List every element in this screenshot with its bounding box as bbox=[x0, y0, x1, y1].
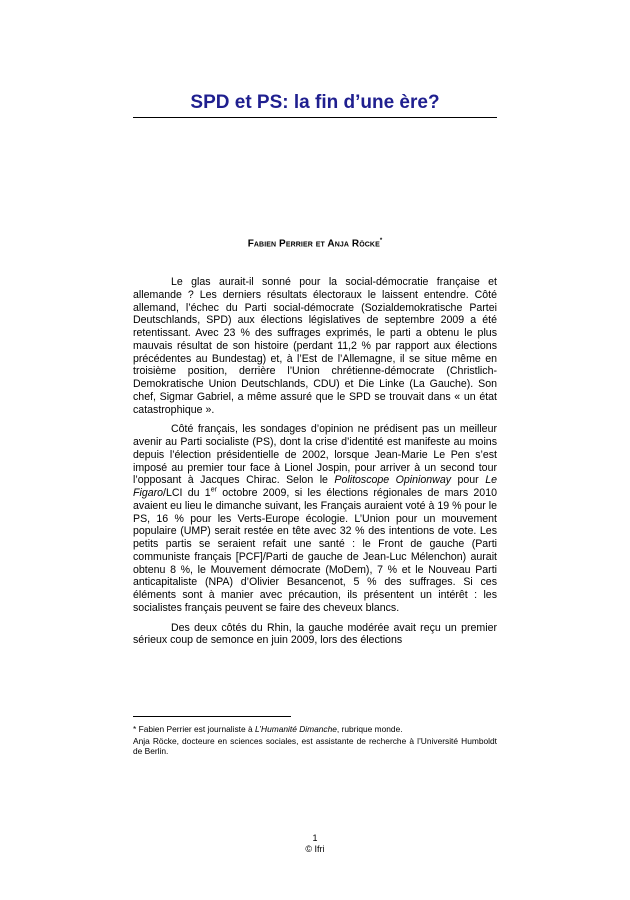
paragraph-2-italic-figaro: Le Figaro bbox=[133, 474, 497, 499]
footnote-1-part-b: , rubrique monde. bbox=[336, 724, 403, 734]
footnote-1-italic: L’Humanité Dimanche bbox=[254, 724, 337, 734]
paragraph-1: Le glas aurait-il sonné pour la social-démocratie française et allemande ? Les derniers résultats électoraux le laissent entendre. Côté allemand, l’échec du Parti social-démocrate (Sozialdemokratische Partei Deutschlands, SPD) aux élections législatives de septembre 2009 a été retentissant. Avec 23 % des suffrages exprimés, le parti a obtenu le plus mauvais résultat de son histoire (perdant 11,2 % par rapport aux élections précédentes au Bundestag) et, à l’Est de l’Allemagne, il se situe même en troisième position, derrière l’Union chrétienne-démocrate (Christlich-Demokratische Union Deutschlands, CDU) et Die Linke (La Gauche). Son chef, Sigmar Gabriel, a même assuré que le SPD se trouvait dans « un état catastrophique ». bbox=[133, 276, 497, 416]
footnotes bbox=[133, 724, 497, 758]
paragraph-2-part-a: Côté français, les sondages d’opinion ne prédisent pas un meilleur avenir au Parti socialiste (PS), dont la crise d’identité est manifeste au moins depuis l’élection présidentielle de 2002, lorsque Jean-Marie Le Pen s’est imposé au premier tour face à Lionel Jospin, pour arriver à un second tour l’opposant à Jacques Chirac. Selon le bbox=[133, 423, 497, 487]
page-number: 1 bbox=[312, 833, 318, 843]
paragraph-2-part-d: octobre 2009, si les élections régionales de mars 2010 avaient eu lieu le dimanche suivant, les Français auraient voté à 19 % pour le PS, 16 % pour les Verts-Europe écologie. L’Union pour un mouvement populaire (UMP) serait restée en tête avec 32 % des intentions de vote. Les petits partis se seraient refait une santé : le Front de gauche (Parti communiste français [PCF]/Parti de gauche de Jean-Luc Mélenchon) aurait obtenu 8 %, le Mouvement démocrate (MoDem), 7 % et le Nouveau Parti anticapitaliste (NPA) d’Olivier Besancenot, 5 % des suffrages. Si ces éléments sont à manier avec précaution, ils présentent un intérêt : les socialistes français peuvent se faire des cheveux blancs. bbox=[133, 487, 497, 614]
paragraph-3: Des deux côtés du Rhin, la gauche modérée avait reçu un premier sérieux coup de semonce en juin 2009, lors des élections bbox=[133, 621, 497, 647]
footnote-2: Anja Röcke, docteure en sciences sociales, est assistante de recherche à l’Université Humboldt de Berlin. bbox=[133, 736, 497, 756]
footnote-1 bbox=[133, 724, 497, 734]
author-footnote-marker: * bbox=[379, 238, 383, 244]
paragraph-2-ordinal: er bbox=[210, 486, 217, 494]
title-underline bbox=[133, 117, 497, 118]
paragraph-2-part-c: /LCI du 1 bbox=[163, 487, 211, 499]
copyright-notice: © Ifri bbox=[305, 844, 325, 854]
paragraph-2 bbox=[133, 423, 497, 614]
paragraph-2-italic-politoscope: Politoscope Opinionway bbox=[334, 474, 452, 487]
article-body bbox=[133, 276, 497, 654]
author-byline bbox=[0, 238, 630, 249]
author-names: Fabien Perrier et Anja Röcke bbox=[247, 238, 380, 250]
paragraph-2-part-b: pour bbox=[451, 474, 486, 487]
document-title: SPD et PS: la fin d’une ère? bbox=[190, 92, 440, 113]
footnote-1-part-a: * Fabien Perrier est journaliste à bbox=[133, 724, 255, 734]
footnote-separator bbox=[133, 716, 291, 717]
